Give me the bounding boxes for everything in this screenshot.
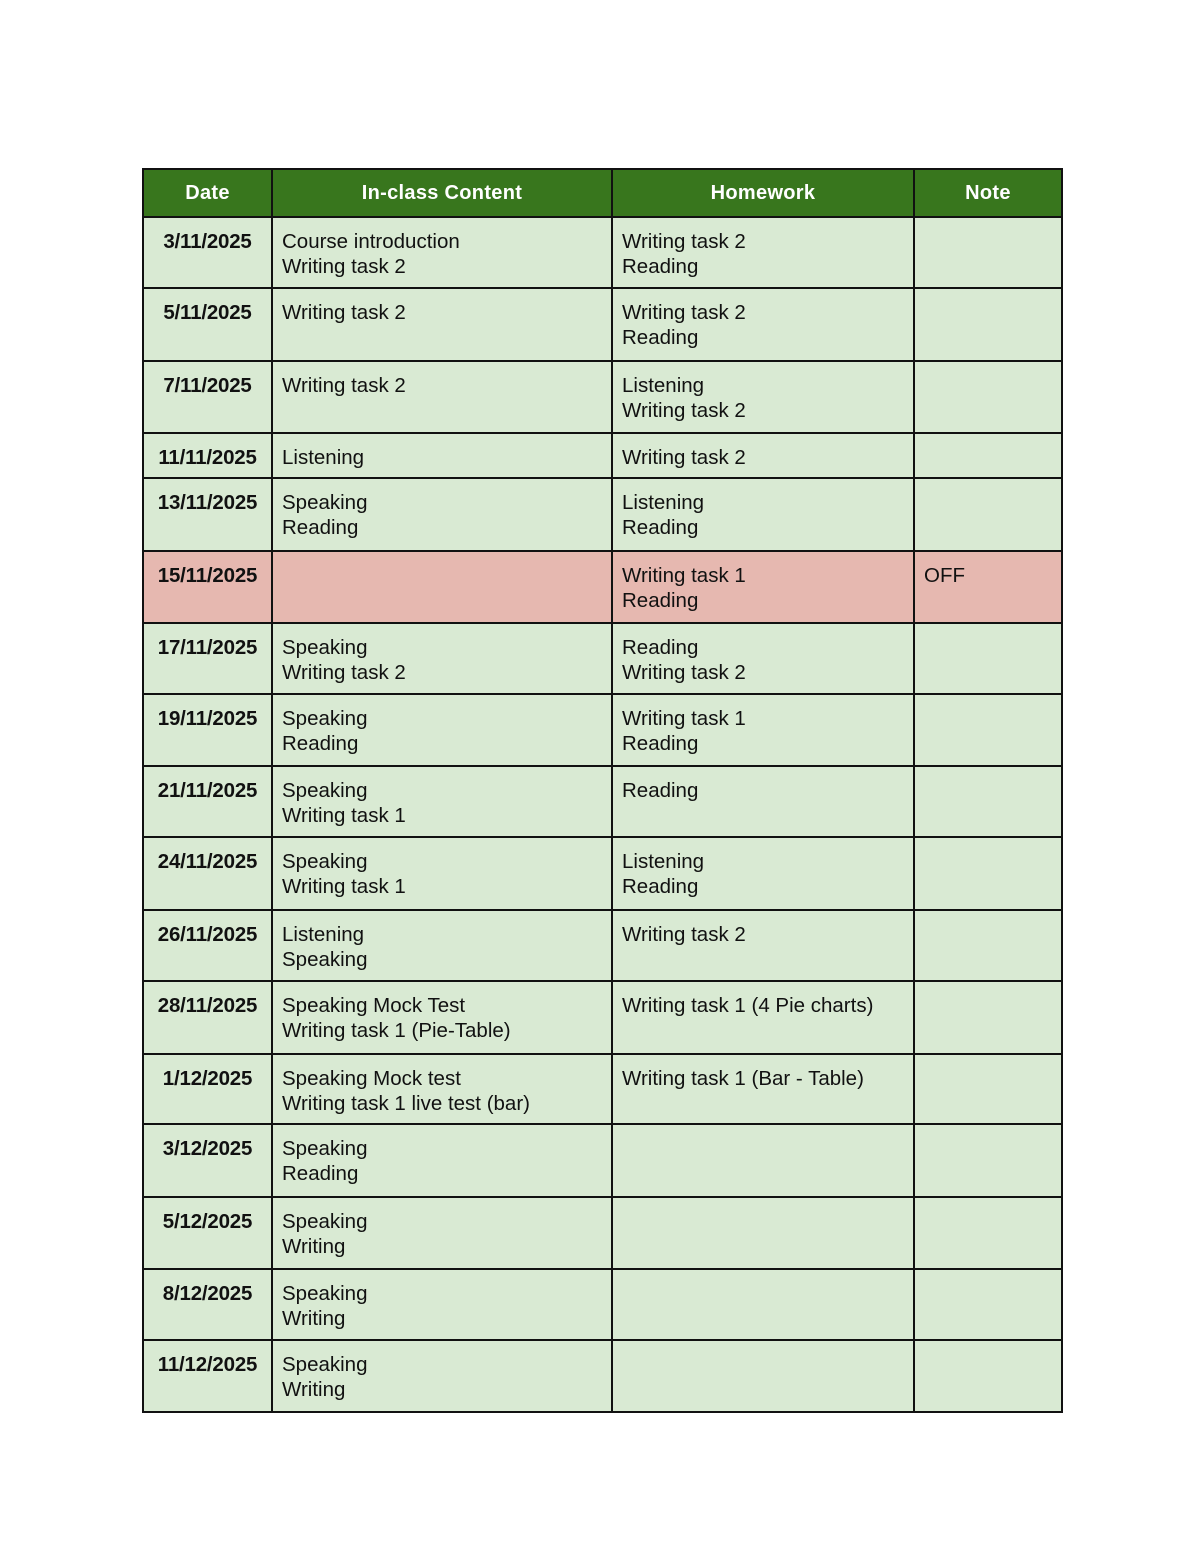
table-row xyxy=(143,1269,1062,1340)
content-cell-line: Speaking xyxy=(282,707,368,730)
homework-cell xyxy=(612,217,914,288)
content-cell-line: Speaking xyxy=(282,948,368,971)
table-row xyxy=(143,433,1062,478)
content-cell-line: Reading xyxy=(282,516,359,539)
homework-cell-line: Writing task 1 (4 Pie charts) xyxy=(622,994,874,1017)
note-cell xyxy=(914,361,1062,433)
content-cell xyxy=(272,217,612,288)
date-cell: 3/12/2025 xyxy=(143,1124,272,1197)
date-cell: 19/11/2025 xyxy=(143,694,272,766)
note-cell xyxy=(914,1269,1062,1340)
content-cell-line: Speaking xyxy=(282,1282,368,1305)
content-cell xyxy=(272,981,612,1054)
note-cell xyxy=(914,623,1062,694)
homework-cell xyxy=(612,837,914,910)
content-cell-line: Speaking xyxy=(282,779,368,802)
homework-cell-line: Reading xyxy=(622,875,699,898)
header-row xyxy=(143,169,1062,217)
date-cell: 13/11/2025 xyxy=(143,478,272,551)
date-cell: 3/11/2025 xyxy=(143,217,272,288)
date-cell: 11/11/2025 xyxy=(143,433,272,478)
content-cell-line: Writing xyxy=(282,1378,346,1401)
content-cell-line: Writing task 1 xyxy=(282,804,406,827)
header-homework: Homework xyxy=(612,169,914,217)
table-row xyxy=(143,910,1062,981)
content-cell-line: Speaking xyxy=(282,636,368,659)
content-cell-line: Writing task 2 xyxy=(282,661,406,684)
table-row xyxy=(143,361,1062,433)
homework-cell xyxy=(612,478,914,551)
content-cell xyxy=(272,766,612,837)
table-row xyxy=(143,217,1062,288)
homework-cell-line: Writing task 2 xyxy=(622,446,746,469)
date-cell: 7/11/2025 xyxy=(143,361,272,433)
content-cell-line: Writing task 2 xyxy=(282,301,406,324)
homework-cell-line: Listening xyxy=(622,374,705,397)
date-cell: 11/12/2025 xyxy=(143,1340,272,1412)
homework-cell xyxy=(612,1197,914,1269)
note-cell xyxy=(914,981,1062,1054)
date-cell: 15/11/2025 xyxy=(143,551,272,623)
content-cell-line: Speaking xyxy=(282,1210,368,1233)
content-cell-line: Speaking Mock test xyxy=(282,1067,461,1090)
homework-cell-line: Reading xyxy=(622,636,699,659)
note-cell xyxy=(914,478,1062,551)
content-cell xyxy=(272,1340,612,1412)
content-cell xyxy=(272,433,612,478)
table-row xyxy=(143,837,1062,910)
homework-cell-line: Listening xyxy=(622,850,705,873)
note-cell: OFF xyxy=(914,551,1062,623)
content-cell xyxy=(272,1269,612,1340)
homework-cell-line: Writing task 1 xyxy=(622,564,746,587)
homework-cell-line: Writing task 2 xyxy=(622,923,746,946)
table-row xyxy=(143,981,1062,1054)
table-row xyxy=(143,694,1062,766)
homework-cell xyxy=(612,623,914,694)
content-cell-line: Writing task 1 live test (bar) xyxy=(282,1092,530,1115)
table-row xyxy=(143,1340,1062,1412)
homework-cell xyxy=(612,981,914,1054)
date-cell: 1/12/2025 xyxy=(143,1054,272,1124)
content-cell xyxy=(272,551,612,623)
homework-cell xyxy=(612,433,914,478)
homework-cell xyxy=(612,288,914,361)
content-cell-line: Speaking Mock Test xyxy=(282,994,466,1017)
content-cell xyxy=(272,694,612,766)
homework-cell xyxy=(612,551,914,623)
homework-cell-line: Writing task 2 xyxy=(622,399,746,422)
date-cell: 28/11/2025 xyxy=(143,981,272,1054)
note-cell xyxy=(914,433,1062,478)
table-row xyxy=(143,766,1062,837)
homework-cell xyxy=(612,361,914,433)
content-cell-line: Course introduction xyxy=(282,230,460,253)
content-cell-line: Speaking xyxy=(282,850,368,873)
homework-cell-line: Reading xyxy=(622,516,699,539)
note-cell xyxy=(914,217,1062,288)
content-cell xyxy=(272,361,612,433)
homework-cell xyxy=(612,1340,914,1412)
date-cell: 17/11/2025 xyxy=(143,623,272,694)
homework-cell xyxy=(612,1269,914,1340)
homework-cell-line: Writing task 2 xyxy=(622,230,746,253)
content-cell xyxy=(272,288,612,361)
table-row xyxy=(143,1124,1062,1197)
homework-cell xyxy=(612,694,914,766)
table-row xyxy=(143,623,1062,694)
content-cell xyxy=(272,837,612,910)
homework-cell-line: Reading xyxy=(622,589,699,612)
content-cell-line: Listening xyxy=(282,923,365,946)
note-cell xyxy=(914,1124,1062,1197)
content-cell xyxy=(272,1054,612,1124)
homework-cell-line: Reading xyxy=(622,255,699,278)
content-cell-line: Listening xyxy=(282,446,365,469)
table-row xyxy=(143,1197,1062,1269)
table-row xyxy=(143,288,1062,361)
content-cell xyxy=(272,1197,612,1269)
homework-cell-line: Writing task 2 xyxy=(622,661,746,684)
content-cell-line: Writing xyxy=(282,1307,346,1330)
homework-cell xyxy=(612,1054,914,1124)
homework-cell-line: Reading xyxy=(622,326,699,349)
content-cell-line: Speaking xyxy=(282,1353,368,1376)
content-cell-line: Reading xyxy=(282,1162,359,1185)
homework-cell xyxy=(612,1124,914,1197)
content-cell-line: Reading xyxy=(282,732,359,755)
homework-cell-line: Listening xyxy=(622,491,705,514)
content-cell-line: Writing task 2 xyxy=(282,374,406,397)
note-cell xyxy=(914,910,1062,981)
schedule-table xyxy=(142,168,1063,1413)
content-cell-line: Writing xyxy=(282,1235,346,1258)
note-cell xyxy=(914,766,1062,837)
date-cell: 8/12/2025 xyxy=(143,1269,272,1340)
content-cell-line: Writing task 1 (Pie-Table) xyxy=(282,1019,511,1042)
content-cell xyxy=(272,910,612,981)
note-cell xyxy=(914,1054,1062,1124)
date-cell: 26/11/2025 xyxy=(143,910,272,981)
schedule-body xyxy=(143,217,1062,1412)
table-row xyxy=(143,1054,1062,1124)
date-cell: 21/11/2025 xyxy=(143,766,272,837)
date-cell: 24/11/2025 xyxy=(143,837,272,910)
note-cell xyxy=(914,288,1062,361)
header-in-class-content: In-class Content xyxy=(272,169,612,217)
header-date: Date xyxy=(143,169,272,217)
note-cell xyxy=(914,1197,1062,1269)
content-cell-line: Writing task 2 xyxy=(282,255,406,278)
table-row xyxy=(143,551,1062,623)
content-cell-line: Speaking xyxy=(282,1137,368,1160)
homework-cell-line: Reading xyxy=(622,779,699,802)
date-cell: 5/12/2025 xyxy=(143,1197,272,1269)
note-cell xyxy=(914,837,1062,910)
content-cell-line: Speaking xyxy=(282,491,368,514)
note-cell xyxy=(914,1340,1062,1412)
homework-cell-line: Reading xyxy=(622,732,699,755)
homework-cell-line: Writing task 1 xyxy=(622,707,746,730)
homework-cell-line: Writing task 1 (Bar - Table) xyxy=(622,1067,864,1090)
date-cell: 5/11/2025 xyxy=(143,288,272,361)
content-cell-line: Writing task 1 xyxy=(282,875,406,898)
content-cell xyxy=(272,478,612,551)
note-cell xyxy=(914,694,1062,766)
content-cell xyxy=(272,623,612,694)
homework-cell-line: Writing task 2 xyxy=(622,301,746,324)
content-cell xyxy=(272,1124,612,1197)
homework-cell xyxy=(612,766,914,837)
header-note: Note xyxy=(914,169,1062,217)
homework-cell xyxy=(612,910,914,981)
table-row xyxy=(143,478,1062,551)
